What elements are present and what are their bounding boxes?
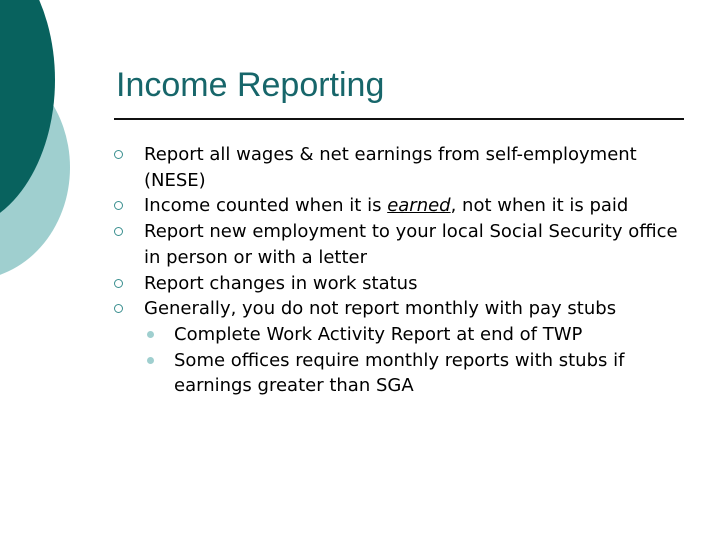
- hollow-circle-bullet-icon: [114, 201, 123, 210]
- decorative-circles: [0, 0, 120, 300]
- sub-bullet-item: [144, 348, 689, 399]
- hollow-circle-bullet-icon: [114, 150, 123, 159]
- hollow-circle-bullet-icon: [114, 279, 123, 288]
- title-divider: [114, 118, 684, 120]
- hollow-circle-bullet-icon: [114, 304, 123, 313]
- bullet-text: Income counted when it is: [144, 195, 388, 217]
- bullet-item: [114, 271, 689, 297]
- bullet-item: [114, 296, 689, 322]
- bullet-text: , not when it is paid: [450, 195, 629, 217]
- slide-content: [114, 142, 689, 399]
- bullet-item: [114, 142, 689, 193]
- bullet-text: Report new employment to your local Social Security office in person or with a letter: [144, 221, 678, 268]
- sub-bullet-item: [144, 322, 689, 348]
- bullet-item: [114, 219, 689, 270]
- filled-dot-bullet-icon: [147, 331, 154, 338]
- sub-bullet-text: Complete Work Activity Report at end of TWP: [174, 323, 583, 345]
- hollow-circle-bullet-icon: [114, 227, 123, 236]
- bullet-item: [114, 193, 689, 219]
- sub-bullet-text: Some offices require monthly reports with stubs if earnings greater than SGA: [174, 349, 625, 397]
- filled-dot-bullet-icon: [147, 357, 154, 364]
- emphasis-text: earned: [387, 195, 451, 217]
- bullet-text: Report changes in work status: [144, 272, 418, 294]
- bullet-text: Generally, you do not report monthly with pay stubs: [144, 298, 617, 320]
- bullet-text: Report all wages & net earnings from self-employment (NESE): [144, 144, 637, 191]
- slide-title: Income Reporting: [116, 66, 385, 104]
